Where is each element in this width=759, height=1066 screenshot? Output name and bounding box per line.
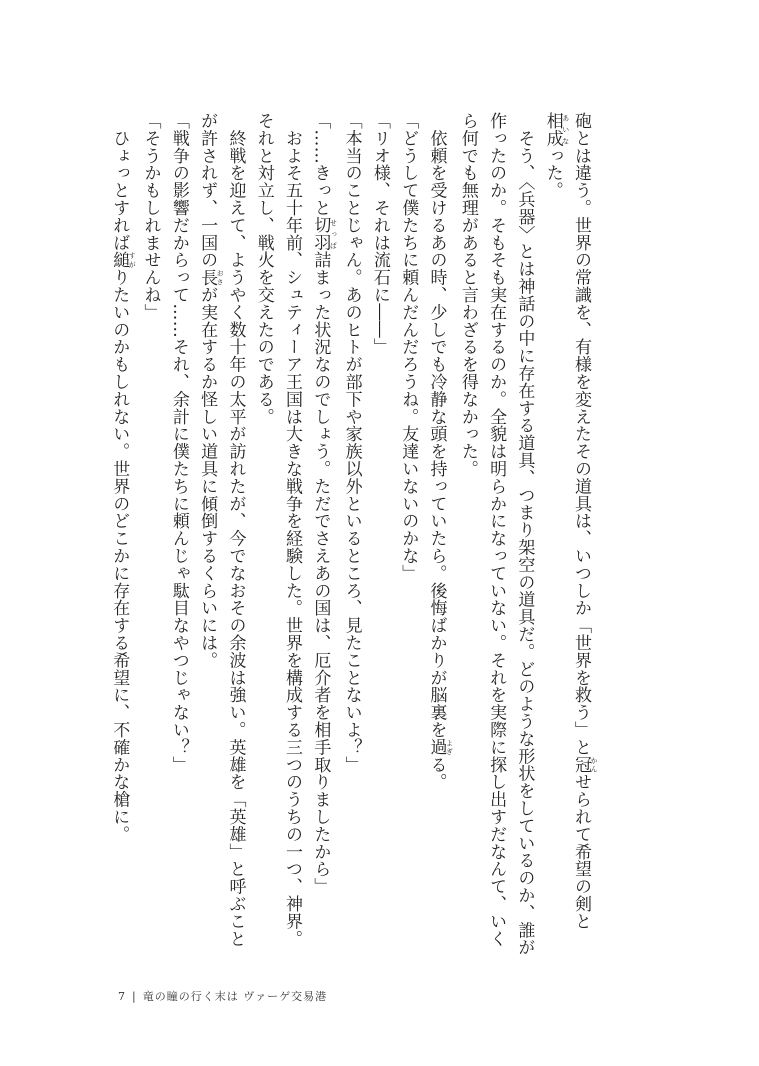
- ruby-reading: あいな: [561, 112, 570, 147]
- text-run: 「本当のことじゃん。あのヒトが部下や家族以外といるところ、見たことないよ？」: [341, 112, 362, 774]
- paragraph: [165, 112, 193, 958]
- text-run: およそ五十年前、シュティーア王国は大きな戦争を経験した。世界を構成する三つのうちの一つ、神界。それと対立し、戦火を交えたのである。: [253, 112, 303, 948]
- ruby-word: [571, 755, 598, 774]
- text-run: そう、〈兵器〉とは神話の中に存在する道具、つまり架空の道具だ。どのような形状をしているのか、誰が作ったのか。そもそも実在するのか。全貌は明らかになっていない。それを実際に探し出すだなんて、いくら何でも無理があると言わざるを得なかった。: [457, 112, 535, 957]
- ruby-word: [197, 268, 225, 287]
- text-run: せられて希望の剣と: [571, 773, 591, 930]
- body-text: [109, 112, 598, 958]
- ruby-word: [542, 112, 570, 147]
- paragraph: [105, 112, 136, 958]
- text-run: が実在するか怪しい道具に傾倒するくらいには。: [197, 286, 218, 669]
- text-run: 詰まった状況なのでしょう。ただでさえあの国は、厄介者を相手取りましたから」: [310, 251, 331, 896]
- ruby-word: [109, 251, 137, 269]
- ruby-word: [310, 216, 338, 252]
- paragraph: [422, 112, 453, 958]
- ruby-reading: おさ: [216, 268, 225, 286]
- running-title: 竜の瞳の行く末は ヴァーゲ交易港: [142, 990, 328, 1003]
- footer-separator: |: [132, 990, 137, 1003]
- ruby-base: 長: [197, 268, 218, 287]
- ruby-base: 冠: [571, 755, 591, 774]
- ruby-base: 縋: [109, 251, 130, 269]
- paragraph: [394, 112, 422, 958]
- page-number: 7: [118, 990, 126, 1003]
- paragraph: [136, 112, 164, 958]
- text-run: 「どうして僕たちに頼んだんだろうね。友達いないのかな」: [398, 112, 419, 582]
- paragraph: [193, 112, 250, 958]
- page-footer: [118, 988, 327, 1004]
- ruby-reading: せっぱ: [329, 216, 338, 252]
- text-run: 依頼を受けるあの時、少しでも冷静な頭を持っていたら。後悔ばかりが脳裏を: [426, 112, 447, 739]
- ruby-base: 過: [426, 738, 447, 756]
- paragraph: [538, 112, 598, 958]
- text-run: った。: [542, 146, 563, 200]
- text-run: 終戦を迎えて、ようやく数十年の太平が訪れたが、今でなおその余波は強い。英雄を「英雄」と呼ぶことが許されず、一国の: [197, 112, 246, 948]
- text-run: りたいのかもしれない。世界のどこかに存在する希望に、不確かな槍に。: [109, 268, 130, 843]
- ruby-reading: すが: [128, 251, 137, 269]
- text-run: 「そうかもしれませんね」: [140, 112, 161, 321]
- text-run: ひょっとすれば: [109, 112, 130, 252]
- text-run: 砲とは違う。世界の常識を、有様を変えたその道具は、いつしか「世界を救う」と: [571, 112, 591, 756]
- ruby-base: 切羽: [310, 216, 331, 252]
- paragraph: [249, 112, 306, 958]
- ruby-reading: よぎ: [445, 738, 454, 756]
- ruby-reading: かん: [590, 755, 598, 774]
- text-run: る。: [426, 755, 447, 791]
- text-run: 「戦争の影響だからって……それ、余計に僕たちに頼んじゃ駄目なやつじゃない？」: [168, 112, 189, 774]
- paragraph: [366, 112, 394, 958]
- text-run: 「……きっと: [310, 112, 331, 217]
- ruby-base: 相成: [542, 112, 563, 147]
- text-run: 「リオ様、それは流石に――」: [369, 112, 390, 356]
- paragraph: [454, 112, 539, 958]
- ruby-word: [426, 738, 454, 756]
- paragraph: [337, 112, 365, 958]
- paragraph: [306, 112, 337, 958]
